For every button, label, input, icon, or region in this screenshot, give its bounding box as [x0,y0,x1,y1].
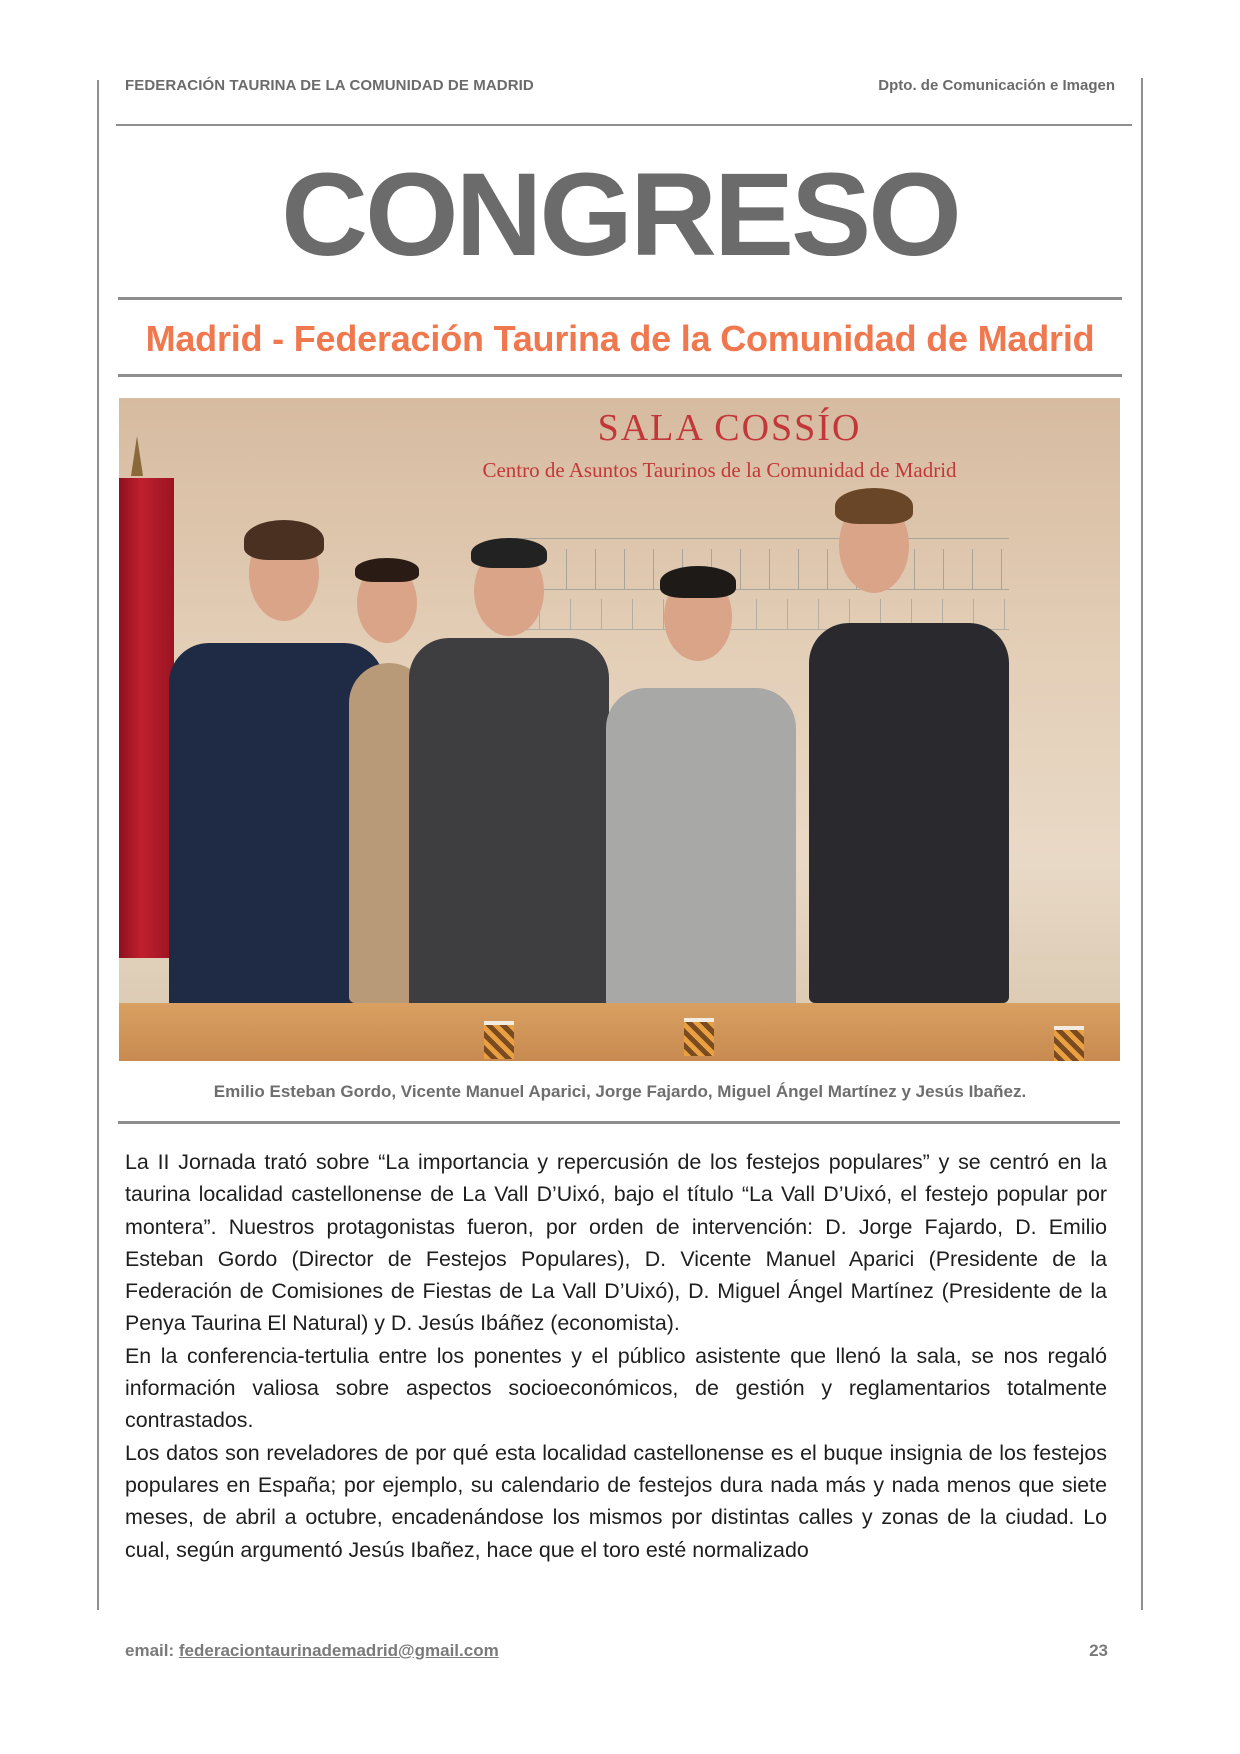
conference-table [119,1003,1120,1061]
article-paragraph: Los datos son reveladores de por qué esta localidad castellonense es el buque insignia de los festejos populares en España; por ejemplo, su calendario de festejos dura nada más y nada menos que siete meses, de abril a octubre, encadenándose los mismos por distintas calles y zonas de la ciudad. Lo cual, según argumentó Jesús Ibañez, hace que el toro esté normalizado [125,1440,1107,1562]
photo-caption: Emilio Esteban Gordo, Vicente Manuel Aparici, Jorge Fajardo, Miguel Ángel Martínez y Jesús Ibañez. [213,1082,1027,1101]
article-body [125,1146,1107,1566]
person-jesus-ibanez [809,623,1009,1003]
footer-email-label: email: [125,1641,175,1660]
footer-email [125,1641,499,1661]
page-number: 23 [1089,1641,1108,1660]
footer-email-link[interactable]: federaciontaurinademadrid@gmail.com [178,1641,499,1660]
page-title: CONGRESO [281,149,959,281]
title-divider [118,297,1122,300]
paper-cup [484,1021,514,1059]
paper-cup [684,1018,714,1056]
header-divider [116,124,1132,126]
subtitle-divider [118,374,1122,377]
page-subtitle: Madrid - Federación Taurina de la Comunidad de Madrid [145,318,1095,359]
page-frame-right [1141,78,1143,1610]
caption-divider [118,1121,1120,1124]
person-jorge-fajardo [409,638,609,1008]
photo-sign-subtitle: Centro de Asuntos Taurinos de la Comunidad de Madrid [482,458,957,482]
paper-cup [1054,1026,1084,1061]
header-organization: FEDERACIÓN TAURINA DE LA COMUNIDAD DE MADRID [125,77,534,94]
event-photo [119,398,1120,1061]
madrid-flag [119,478,174,958]
flagpole-tip [131,436,143,476]
person-miguel-angel-martinez [606,688,796,1008]
header-department: Dpto. de Comunicación e Imagen [878,77,1115,94]
page-frame-left [97,80,99,1610]
article-paragraph: En la conferencia-tertulia entre los ponentes y el público asistente que llenó la sala, se nos regaló información valiosa sobre aspectos socioeconómicos, de gestión y reglamentarios totalmente contrastados. [125,1343,1107,1433]
article-paragraph: La II Jornada trató sobre “La importancia y repercusión de los festejos populares” y se centró en la taurina localidad castellonense de La Vall D’Uixó, bajo el título “La Vall D’Uixó, el festejo popular por montera”. Nuestros protagonistas fueron, por orden de intervención: D. Jorge Fajardo, D. Emilio Esteban Gordo (Director de Festejos Populares), D. Vicente Manuel Aparici (Presidente de la Federación de Comisiones de Fiestas de La Vall D’Uixó), D. Miguel Ángel Martínez (Presidente de la Penya Taurina El Natural) y D. Jesús Ibáñez (economista). [125,1150,1107,1336]
photo-sign-title: SALA COSSÍO [597,407,862,449]
